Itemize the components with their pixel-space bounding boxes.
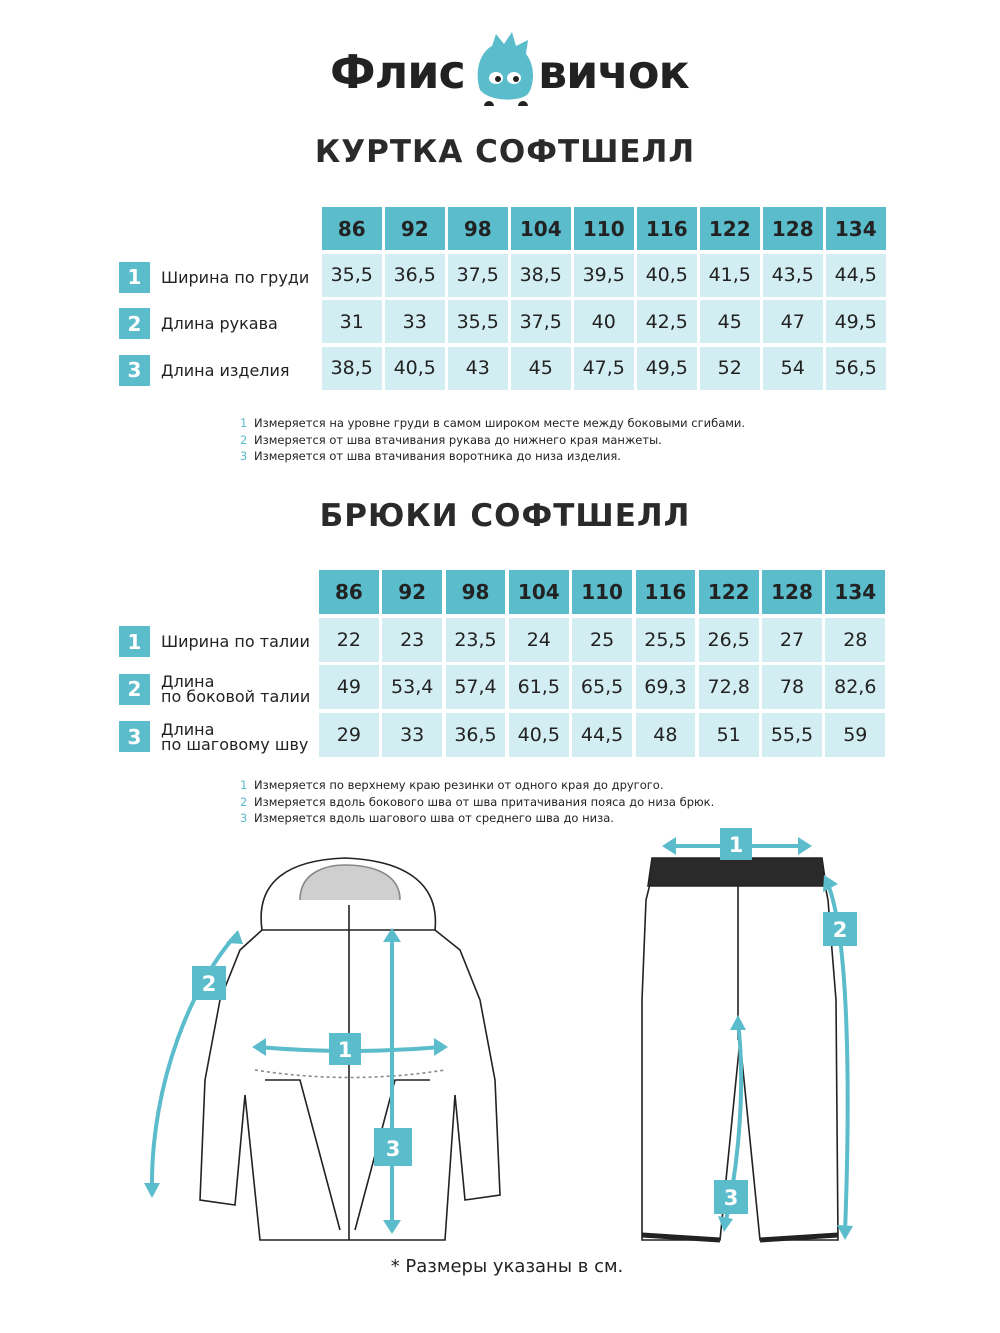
table-cell: 44,5 bbox=[826, 254, 886, 297]
table-cell: 49,5 bbox=[637, 347, 697, 390]
table-cell: 33 bbox=[385, 300, 445, 343]
units-footnote: * Размеры указаны в см. bbox=[390, 1256, 624, 1277]
brand-logo-part2: вичок bbox=[538, 45, 689, 99]
table-cell: 23 bbox=[382, 618, 442, 662]
table-cell: 40,5 bbox=[509, 713, 569, 757]
size-header: 128 bbox=[763, 207, 823, 250]
table-cell: 33 bbox=[382, 713, 442, 757]
note-line bbox=[240, 432, 745, 449]
table-cell: 22 bbox=[319, 618, 379, 662]
pants-mark-3: 3 bbox=[723, 1186, 739, 1210]
garment-illustration bbox=[0, 820, 1000, 1250]
table-cell: 56,5 bbox=[826, 347, 886, 390]
brand-logo-part1: Флис bbox=[330, 45, 465, 99]
jacket-notes bbox=[240, 415, 745, 465]
row-number-badge: 3 bbox=[119, 355, 150, 386]
table-cell: 49,5 bbox=[826, 300, 886, 343]
table-cell: 47,5 bbox=[574, 347, 634, 390]
table-cell: 48 bbox=[636, 713, 696, 757]
table-cell: 47 bbox=[763, 300, 823, 343]
note-text: Измеряется от шва втачивания рукава до нижнего края манжеты. bbox=[254, 432, 662, 447]
note-line bbox=[240, 794, 714, 811]
jacket-title: КУРТКА СОФТШЕЛЛ bbox=[314, 134, 696, 170]
table-cell: 45 bbox=[700, 300, 760, 343]
note-line bbox=[240, 448, 745, 465]
table-cell: 38,5 bbox=[511, 254, 571, 297]
note-text: Измеряется вдоль бокового шва от шва притачивания пояса до низа брюк. bbox=[254, 794, 715, 809]
note-text: Измеряется от шва втачивания воротника до низа изделия. bbox=[254, 449, 621, 463]
table-cell: 40,5 bbox=[637, 254, 697, 297]
size-header: 116 bbox=[636, 570, 696, 614]
row-label: Длина изделия bbox=[161, 360, 290, 380]
table-cell: 27 bbox=[762, 618, 822, 662]
size-header: 134 bbox=[826, 207, 886, 250]
row-number-badge: 2 bbox=[119, 308, 150, 339]
table-cell: 59 bbox=[825, 713, 885, 757]
table-cell: 25,5 bbox=[636, 618, 696, 662]
row-label: Ширина по талии bbox=[161, 632, 310, 651]
note-number: 3 bbox=[240, 449, 248, 463]
table-cell: 49 bbox=[319, 665, 379, 709]
pants-mark-2: 2 bbox=[832, 918, 848, 942]
row-label: Ширина по груди bbox=[161, 267, 310, 287]
table-cell: 55,5 bbox=[762, 713, 822, 757]
table-cell: 45 bbox=[511, 347, 571, 390]
size-header: 92 bbox=[382, 570, 442, 614]
size-header: 104 bbox=[511, 207, 571, 250]
size-header: 116 bbox=[637, 207, 697, 250]
size-header: 98 bbox=[446, 570, 506, 614]
note-line bbox=[240, 777, 714, 794]
table-cell: 78 bbox=[762, 665, 822, 709]
table-cell: 31 bbox=[322, 300, 382, 343]
note-number: 3 bbox=[240, 811, 248, 825]
table-cell: 41,5 bbox=[700, 254, 760, 297]
note-line bbox=[240, 415, 745, 432]
size-header: 110 bbox=[572, 570, 632, 614]
table-cell: 43 bbox=[448, 347, 508, 390]
table-cell: 53,4 bbox=[382, 665, 442, 709]
jacket-mark-1: 1 bbox=[337, 1038, 353, 1062]
note-text: Измеряется вдоль шагового шва от среднего шва до низа. bbox=[254, 811, 614, 825]
size-header: 128 bbox=[762, 570, 822, 614]
table-cell: 29 bbox=[319, 713, 379, 757]
note-text: Измеряется по верхнему краю резинки от одного края до другого. bbox=[254, 778, 664, 792]
table-cell: 82,6 bbox=[825, 665, 885, 709]
table-cell: 65,5 bbox=[572, 665, 632, 709]
size-header: 92 bbox=[385, 207, 445, 250]
jacket-mark-3: 3 bbox=[385, 1137, 401, 1161]
table-cell: 26,5 bbox=[699, 618, 759, 662]
table-cell: 38,5 bbox=[322, 347, 382, 390]
size-header: 104 bbox=[509, 570, 569, 614]
table-cell: 51 bbox=[699, 713, 759, 757]
table-cell: 36,5 bbox=[446, 713, 506, 757]
table-cell: 52 bbox=[700, 347, 760, 390]
note-number: 1 bbox=[240, 778, 248, 792]
table-cell: 37,5 bbox=[448, 254, 508, 297]
mascot-icon bbox=[472, 32, 538, 112]
table-cell: 39,5 bbox=[574, 254, 634, 297]
size-header: 98 bbox=[448, 207, 508, 250]
row-label: Длина по боковой талии bbox=[161, 672, 311, 706]
size-header: 122 bbox=[700, 207, 760, 250]
table-cell: 54 bbox=[763, 347, 823, 390]
row-label: Длина по шаговому шву bbox=[161, 719, 309, 754]
pants-mark-1: 1 bbox=[728, 833, 744, 857]
row-number-badge: 1 bbox=[119, 626, 150, 657]
table-cell: 40,5 bbox=[385, 347, 445, 390]
table-cell: 57,4 bbox=[446, 665, 506, 709]
row-label: Длина рукава bbox=[161, 314, 278, 333]
row-number-badge: 1 bbox=[119, 262, 150, 293]
size-header: 122 bbox=[699, 570, 759, 614]
table-cell: 61,5 bbox=[509, 665, 569, 709]
note-number: 2 bbox=[240, 432, 248, 447]
table-cell: 44,5 bbox=[572, 713, 632, 757]
size-header: 110 bbox=[574, 207, 634, 250]
row-number-badge: 3 bbox=[119, 721, 150, 752]
table-cell: 36,5 bbox=[385, 254, 445, 297]
size-header: 86 bbox=[322, 207, 382, 250]
table-cell: 28 bbox=[825, 618, 885, 662]
size-header: 134 bbox=[825, 570, 885, 614]
table-cell: 40 bbox=[574, 300, 634, 343]
table-cell: 24 bbox=[509, 618, 569, 662]
table-cell: 35,5 bbox=[322, 254, 382, 297]
table-cell: 35,5 bbox=[448, 300, 508, 343]
table-cell: 72,8 bbox=[699, 665, 759, 709]
jacket-mark-2: 2 bbox=[201, 972, 217, 996]
table-cell: 23,5 bbox=[446, 618, 506, 662]
brand-logo bbox=[330, 40, 700, 110]
pants-title: БРЮКИ СОФТШЕЛЛ bbox=[319, 498, 691, 534]
size-header: 86 bbox=[319, 570, 379, 614]
note-number: 2 bbox=[240, 794, 248, 809]
table-cell: 42,5 bbox=[637, 300, 697, 343]
table-cell: 69,3 bbox=[636, 665, 696, 709]
table-cell: 37,5 bbox=[511, 300, 571, 343]
table-cell: 25 bbox=[572, 618, 632, 662]
note-number: 1 bbox=[240, 416, 248, 430]
table-cell: 43,5 bbox=[763, 254, 823, 297]
note-text: Измеряется на уровне груди в самом широком месте между боковыми сгибами. bbox=[254, 416, 746, 430]
row-number-badge: 2 bbox=[119, 674, 150, 705]
